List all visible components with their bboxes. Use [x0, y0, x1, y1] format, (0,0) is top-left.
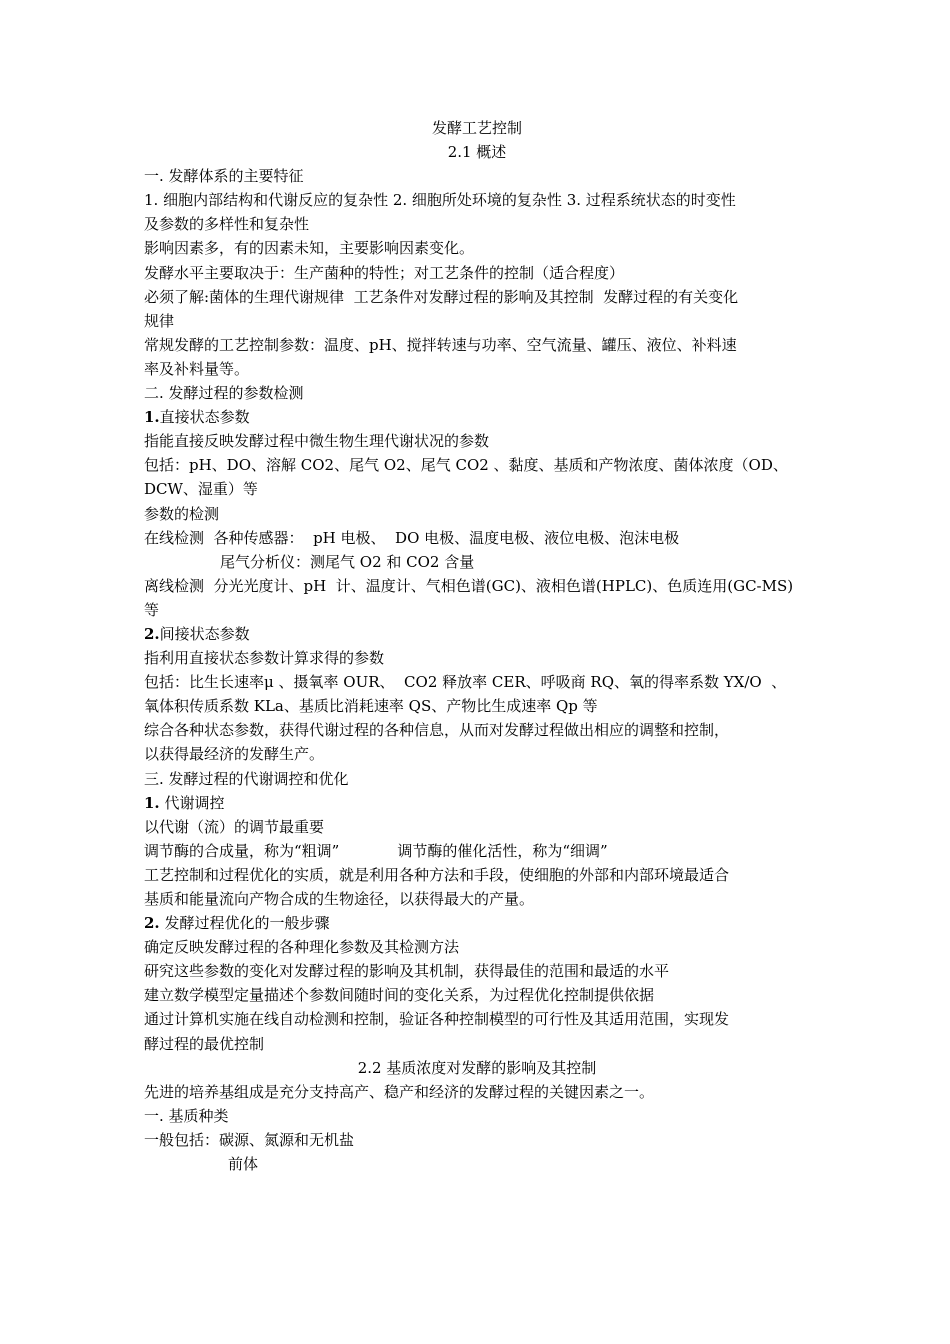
- paragraph-medium: 先进的培养基组成是充分支持高产、稳产和经济的发酵过程的关键因素之一。: [144, 1082, 655, 1101]
- paragraph-must-1: 必须了解:菌体的生理代谢规律 工艺条件对发酵过程的影响及其控制 发酵过程的有关变化: [144, 287, 739, 306]
- paragraph-offline-2: 等: [144, 600, 160, 619]
- paragraph-precursor: 前体: [228, 1155, 259, 1174]
- heading-substrate-types: 一. 基质种类: [144, 1106, 229, 1125]
- paragraph-step-2: 研究这些参数的变化对发酵过程的影响及其机制，获得最佳的范围和最适的水平: [144, 962, 670, 981]
- paragraph-step-4-1: 通过计算机实施在线自动检测和控制，验证各种控制模型的可行性及其适用范围，实现发: [144, 1010, 730, 1029]
- paragraph-combine-1: 综合各种状态参数，获得代谢过程的各种信息，从而对发酵过程做出相应的调整和控制，: [144, 721, 730, 740]
- heading-regulation-text: 代谢调控: [159, 793, 225, 812]
- paragraph-indirect-inc-1: 包括：比生长速率μ 、摄氧率 OUR、 CO2 释放率 CER、呼吸商 RQ、氧的得率系数 YX/O 、: [144, 673, 787, 692]
- paragraph-step-3: 建立数学模型定量描述个参数间随时间的变化关系，为过程优化控制提供依据: [144, 986, 655, 1005]
- heading-direct-number: 1.: [144, 408, 160, 427]
- paragraph-direct-inc-1: 包括：pH、DO、溶解 CO2、尾气 O2、尾气 CO2 、黏度、基质和产物浓度、菌体浓度（OD、: [144, 456, 788, 475]
- paragraph-params-1: 常规发酵的工艺控制参数：温度、pH、搅拌转速与功率、空气流量、罐压、液位、补料速: [144, 335, 737, 354]
- section-heading-2-2: 2.2 基质浓度对发酵的影响及其控制: [357, 1058, 597, 1077]
- paragraph-essence-2: 基质和能量流向产物合成的生物途径，以获得最大的产量。: [144, 890, 535, 908]
- paragraph-general: 一般包括：碳源、氮源和无机盐: [144, 1130, 355, 1149]
- paragraph-online-1: 在线检测 各种传感器： pH 电极、 DO 电极、温度电极、液位电极、泡沫电极: [144, 528, 680, 547]
- paragraph-online-2: 尾气分析仪：测尾气 O2 和 CO2 含量: [220, 552, 475, 571]
- paragraph-detect: 参数的检测: [144, 504, 220, 523]
- heading-optimization-steps: [144, 911, 810, 935]
- paragraph-factors: 影响因素多，有的因素未知，主要影响因素变化。: [144, 239, 475, 258]
- heading-indirect-params: [144, 622, 810, 646]
- text-coarse: 调节酶的合成量，称为“粗调”: [144, 841, 340, 860]
- paragraph-combine-2: 以获得最经济的发酵生产。: [144, 745, 325, 764]
- paragraph-features-2: 及参数的多样性和复杂性: [144, 215, 310, 234]
- text-fine: 调节酶的催化活性，称为“细调”: [397, 841, 608, 860]
- paragraph-direct-inc-2: DCW、湿重）等: [144, 480, 258, 499]
- paragraph-must-2: 规律: [144, 311, 175, 330]
- doc-title: 发酵工艺控制: [431, 119, 522, 137]
- heading-direct-text: 直接状态参数: [159, 408, 250, 427]
- heading-indirect-number: 2.: [144, 624, 160, 643]
- document-page: [144, 116, 810, 1176]
- heading-regulation-number: 1.: [144, 793, 160, 812]
- heading-indirect-text: 间接状态参数: [159, 624, 250, 643]
- paragraph-direct-def: 指能直接反映发酵过程中微生物生理代谢状况的参数: [144, 432, 490, 451]
- paragraph-features-1: 1. 细胞内部结构和代谢反应的复杂性 2. 细胞所处环境的复杂性 3. 过程系统状态的时变性: [144, 191, 736, 210]
- paragraph-coarse-fine: [144, 839, 810, 863]
- heading-direct-params: [144, 405, 810, 429]
- paragraph-indirect-def: 指利用直接状态参数计算求得的参数: [144, 649, 385, 668]
- section-heading-2-1: 2.1 概述: [447, 143, 507, 162]
- paragraph-step-4-2: 酵过程的最优控制: [144, 1034, 265, 1053]
- heading-metabolic-regulation: [144, 791, 810, 815]
- paragraph-indirect-inc-2: 氧体积传质系数 KLa、基质比消耗速率 QS、产物比生成速率 Qp 等: [144, 697, 598, 716]
- heading-steps-number: 2.: [144, 914, 160, 933]
- heading-steps-text: 发酵过程优化的一般步骤: [159, 914, 330, 933]
- paragraph-flux: 以代谢（流）的调节最重要: [144, 817, 325, 836]
- paragraph-offline-1: 离线检测 分光光度计、pH 计、温度计、气相色谱(GC)、液相色谱(HPLC)、色质连用(GC-MS): [144, 576, 794, 595]
- heading-detect: 二. 发酵过程的参数检测: [144, 384, 304, 403]
- paragraph-step-1: 确定反映发酵过程的各种理化参数及其检测方法: [144, 938, 460, 957]
- heading-regulate: 三. 发酵过程的代谢调控和优化: [144, 769, 349, 788]
- paragraph-level: 发酵水平主要取决于：生产菌种的特性；对工艺条件的控制（适合程度）: [144, 263, 625, 282]
- paragraph-essence-1: 工艺控制和过程优化的实质，就是利用各种方法和手段，使细胞的外部和内部环境最适合: [144, 865, 730, 884]
- heading-features: 一. 发酵体系的主要特征: [144, 167, 304, 186]
- paragraph-params-2: 率及补料量等。: [144, 359, 250, 378]
